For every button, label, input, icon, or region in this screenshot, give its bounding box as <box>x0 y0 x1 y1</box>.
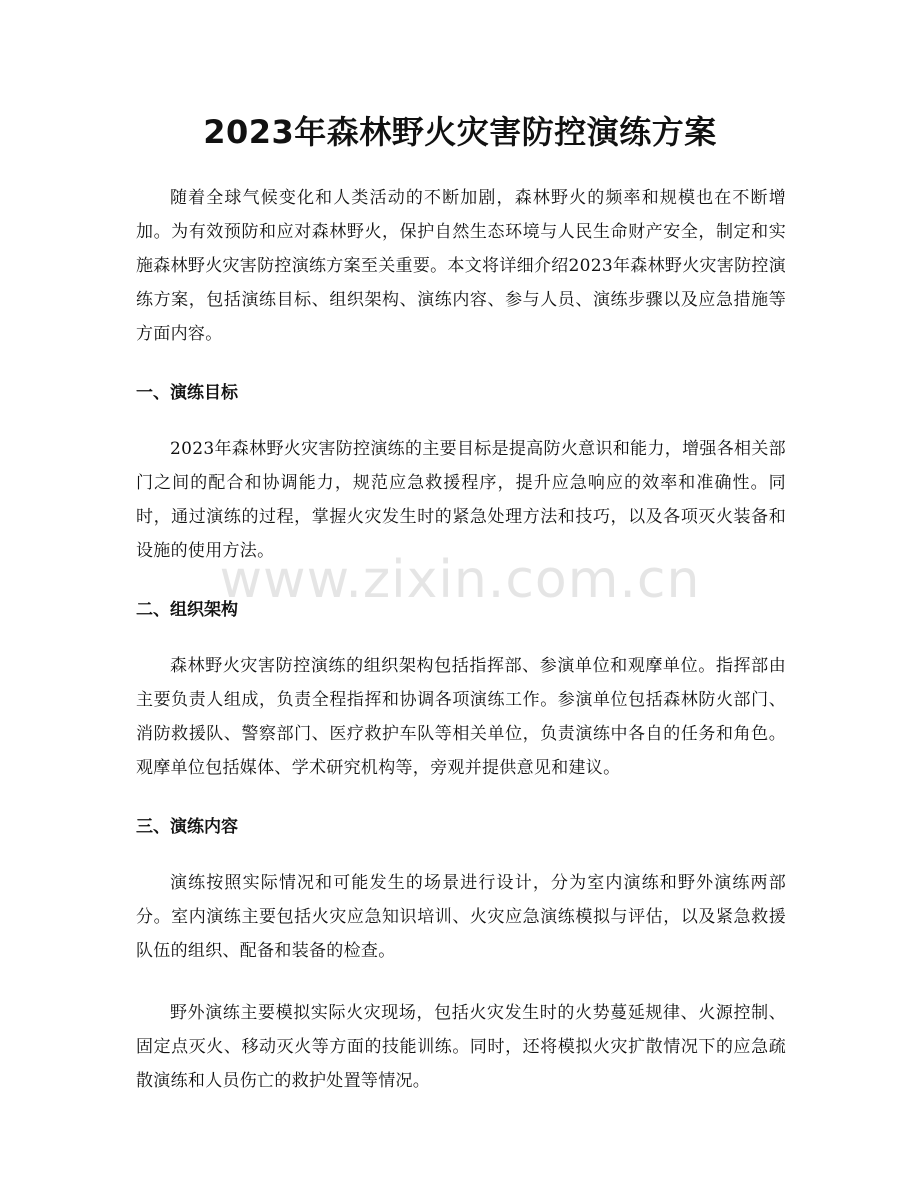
organization-paragraph: 森林野火灾害防控演练的组织架构包括指挥部、参演单位和观摩单位。指挥部由主要负责人组成，负责全程指挥和协调各项演练工作。参演单位包括森林防火部门、消防救援队、警察部门、医疗救护车队等相关单位，负责演练中各自的任务和角色。观摩单位包括媒体、学术研究机构等，旁观并提供意见和建议。 <box>136 656 786 778</box>
section-heading-goals: 一、演练目标 <box>136 383 238 403</box>
section-heading-content: 三、演练内容 <box>136 817 238 837</box>
content-paragraph-indoor: 演练按照实际情况和可能发生的场景进行设计，分为室内演练和野外演练两部分。室内演练主要包括火灾应急知识培训、火灾应急演练模拟与评估，以及紧急救援队伍的组织、配备和装备的检查。 <box>136 873 786 961</box>
section-heading-organization: 二、组织架构 <box>136 600 238 620</box>
document-body <box>136 181 786 1126</box>
watermark: www.zixin.com.cn <box>219 550 701 610</box>
content-paragraph-outdoor: 野外演练主要模拟实际火灾现场，包括火灾发生时的火势蔓延规律、火源控制、固定点灭火、移动灭火等方面的技能训练。同时，还将模拟火灾扩散情况下的应急疏散演练和人员伤亡的救护处置等情况。 <box>136 1003 786 1091</box>
document-title: 2023年森林野火灾害防控演练方案 <box>203 113 717 151</box>
intro-paragraph: 随着全球气候变化和人类活动的不断加剧，森林野火的频率和规模也在不断增加。为有效预防和应对森林野火，保护自然生态环境与人民生命财产安全，制定和实施森林野火灾害防控演练方案至关重要。本文将详细介绍2023年森林野火灾害防控演练方案，包括演练目标、组织架构、演练内容、参与人员、演练步骤以及应急措施等方面内容。 <box>136 188 786 344</box>
goals-paragraph: 2023年森林野火灾害防控演练的主要目标是提高防火意识和能力，增强各相关部门之间的配合和协调能力，规范应急救援程序，提升应急响应的效率和准确性。同时，通过演练的过程，掌握火灾发生时的紧急处理方法和技巧，以及各项灭火装备和设施的使用方法。 <box>136 439 786 561</box>
